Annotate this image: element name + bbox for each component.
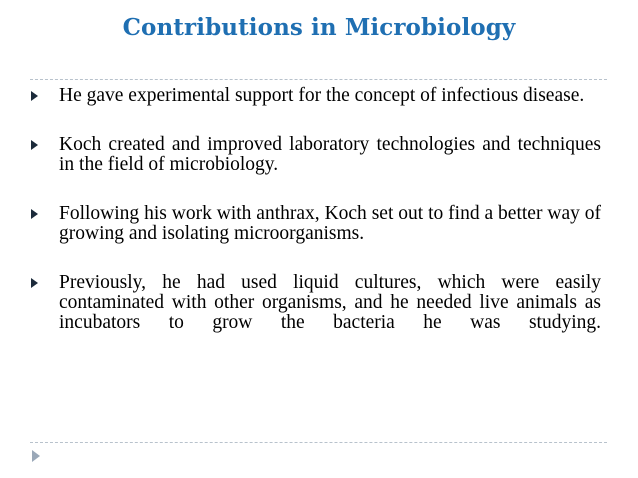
bullet-text: Previously, he had used liquid cultures, which were easily contaminated with other organisms, and he needed live animals as incubators to grow the bacteria he was studying. [59, 272, 601, 333]
slide-title: Contributions in Microbiology [122, 14, 516, 41]
bottom-divider [30, 442, 607, 443]
list-item [29, 273, 601, 333]
triangle-bullet-icon [31, 91, 38, 101]
bullet-text: Koch created and improved laboratory technologies and techniques in the field of microbiology. [59, 134, 601, 175]
triangle-bullet-icon [31, 140, 38, 150]
top-divider [30, 79, 607, 80]
list-item [29, 86, 601, 106]
triangle-bullet-icon [31, 209, 38, 219]
list-item [29, 204, 601, 244]
bullet-text: He gave experimental support for the concept of infectious disease. [59, 85, 585, 106]
next-arrow-icon[interactable] [32, 450, 40, 462]
triangle-bullet-icon [31, 278, 38, 288]
list-item [29, 135, 601, 175]
bullet-text: Following his work with anthrax, Koch set out to find a better way of growing and isolating microorganisms. [59, 203, 601, 244]
bullet-list [29, 86, 601, 333]
